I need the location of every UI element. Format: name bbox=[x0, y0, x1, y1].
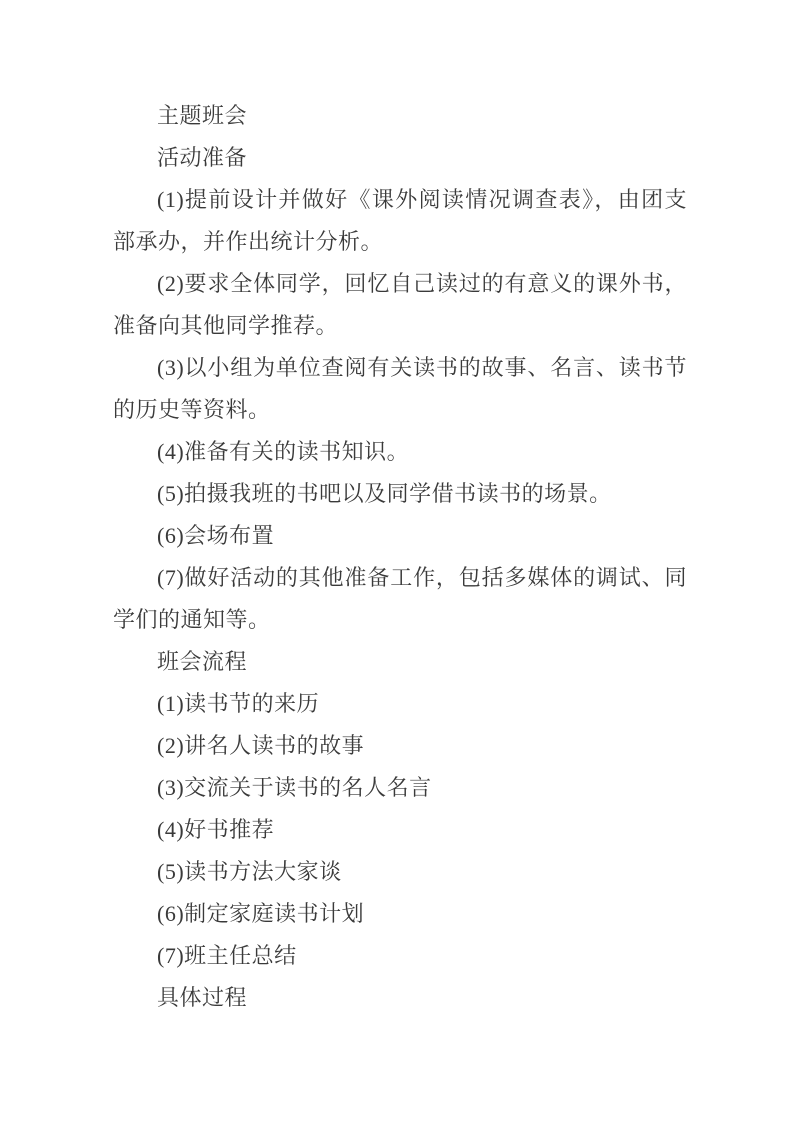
paragraph: (1)读书节的来历 bbox=[157, 691, 320, 716]
paragraph: (7)做好活动的其他准备工作，包括多媒体的调试、同学们的通知等。 bbox=[113, 565, 687, 632]
paragraph: 主题班会 bbox=[157, 103, 248, 128]
paragraph: (5)读书方法大家谈 bbox=[157, 859, 342, 884]
paragraph: (5)拍摄我班的书吧以及同学借书读书的场景。 bbox=[157, 481, 612, 506]
document-body bbox=[113, 95, 687, 1019]
paragraph: 班会流程 bbox=[157, 649, 248, 674]
paragraph: (7)班主任总结 bbox=[157, 943, 297, 968]
paragraph: (3)交流关于读书的名人名言 bbox=[157, 775, 432, 800]
paragraph: (3)以小组为单位查阅有关读书的故事、名言、读书节的历史等资料。 bbox=[113, 355, 687, 422]
paragraph: (2)讲名人读书的故事 bbox=[157, 733, 365, 758]
paragraph: (1)提前设计并做好《课外阅读情况调查表》，由团支部承办，并作出统计分析。 bbox=[113, 187, 687, 254]
paragraph: (6)制定家庭读书计划 bbox=[157, 901, 365, 926]
paragraph: (4)好书推荐 bbox=[157, 817, 275, 842]
paragraph: (2)要求全体同学，回忆自己读过的有意义的课外书，准备向其他同学推荐。 bbox=[113, 271, 687, 338]
paragraph: 活动准备 bbox=[157, 145, 248, 170]
paragraph: 具体过程 bbox=[157, 985, 248, 1010]
paragraph: (6)会场布置 bbox=[157, 523, 275, 548]
paragraph: (4)准备有关的读书知识。 bbox=[157, 439, 410, 464]
